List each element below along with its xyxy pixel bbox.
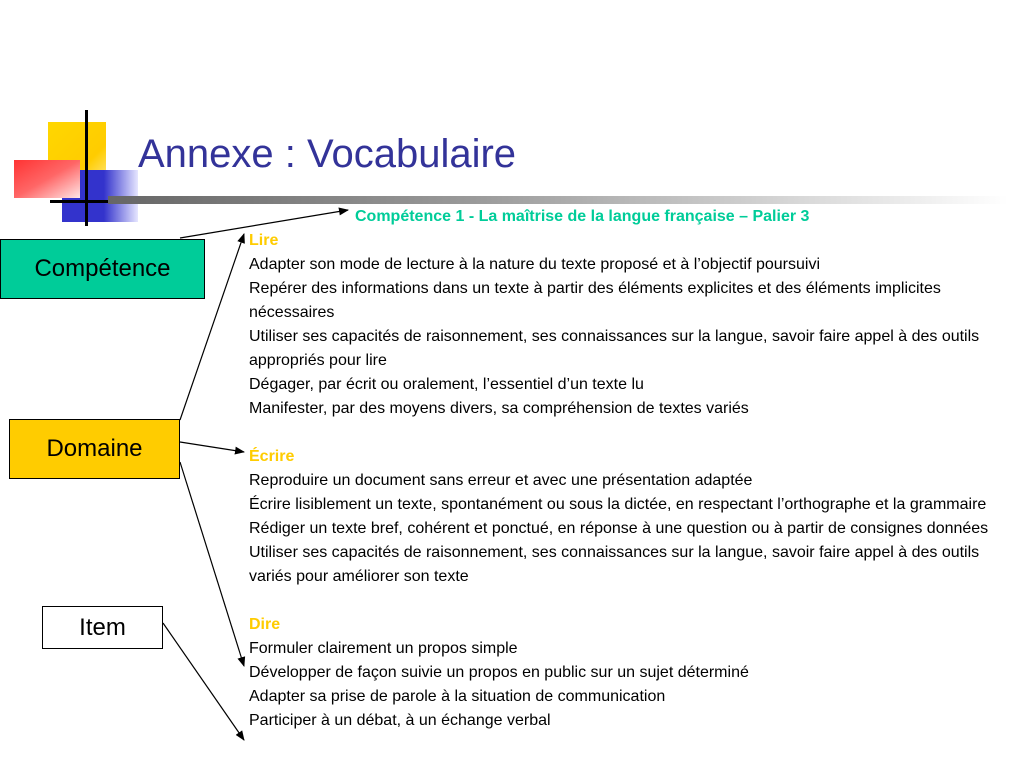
list-item: Adapter sa prise de parole à la situation de communication <box>249 688 666 705</box>
list-item: Reproduire un document sans erreur et avec une présentation adaptée <box>249 472 753 489</box>
list-item: Écrire lisiblement un texte, spontanément ou sous la dictée, en respectant l’orthographe et la grammaire <box>249 496 987 513</box>
list-item: Dégager, par écrit ou oralement, l’essentiel d’un texte lu <box>249 376 644 393</box>
list-item: Développer de façon suivie un propos en public sur un sujet déterminé <box>249 664 749 681</box>
list-item: Repérer des informations dans un texte à partir des éléments explicites et des éléments implicites nécessaires <box>249 280 941 321</box>
arrow-domain-to-dire <box>180 462 244 666</box>
section-title: Dire <box>249 616 281 633</box>
item-label: Item <box>79 613 126 641</box>
competence-label: Compétence <box>34 255 171 282</box>
list-item: Manifester, par des moyens divers, sa compréhension de textes variés <box>249 400 749 417</box>
section-ecrire <box>249 445 1024 589</box>
spacer <box>249 589 1024 613</box>
list-item: Participer à un débat, à un échange verbal <box>249 712 551 729</box>
arrow-domain-to-lire <box>180 234 244 420</box>
spacer <box>249 421 1024 445</box>
list-item: Rédiger un texte bref, cohérent et ponctué, en réponse à une question ou à partir de consignes données <box>249 520 989 537</box>
list-item: Utiliser ses capacités de raisonnement, ses connaissances sur la langue, savoir faire appel à des outils appropriés pour lire <box>249 328 980 369</box>
section-dire <box>249 613 1024 733</box>
list-item: Formuler clairement un propos simple <box>249 640 518 657</box>
page-title: Annexe : Vocabulaire <box>138 132 517 176</box>
domain-label: Domaine <box>46 435 143 462</box>
list-item: Adapter son mode de lecture à la nature du texte proposé et à l’objectif poursuivi <box>249 256 821 273</box>
arrow-item-to-line <box>163 623 244 740</box>
content-area <box>249 205 1024 733</box>
section-title: Écrire <box>249 448 295 465</box>
section-title: Lire <box>249 232 279 249</box>
arrow-domain-to-ecrire <box>180 442 244 452</box>
section-lire <box>249 229 1024 421</box>
competence-heading: Compétence 1 - La maîtrise de la langue française – Palier 3 <box>355 208 810 225</box>
list-item: Utiliser ses capacités de raisonnement, ses connaissances sur la langue, savoir faire appel à des outils variés pour améliorer son texte <box>249 544 980 585</box>
